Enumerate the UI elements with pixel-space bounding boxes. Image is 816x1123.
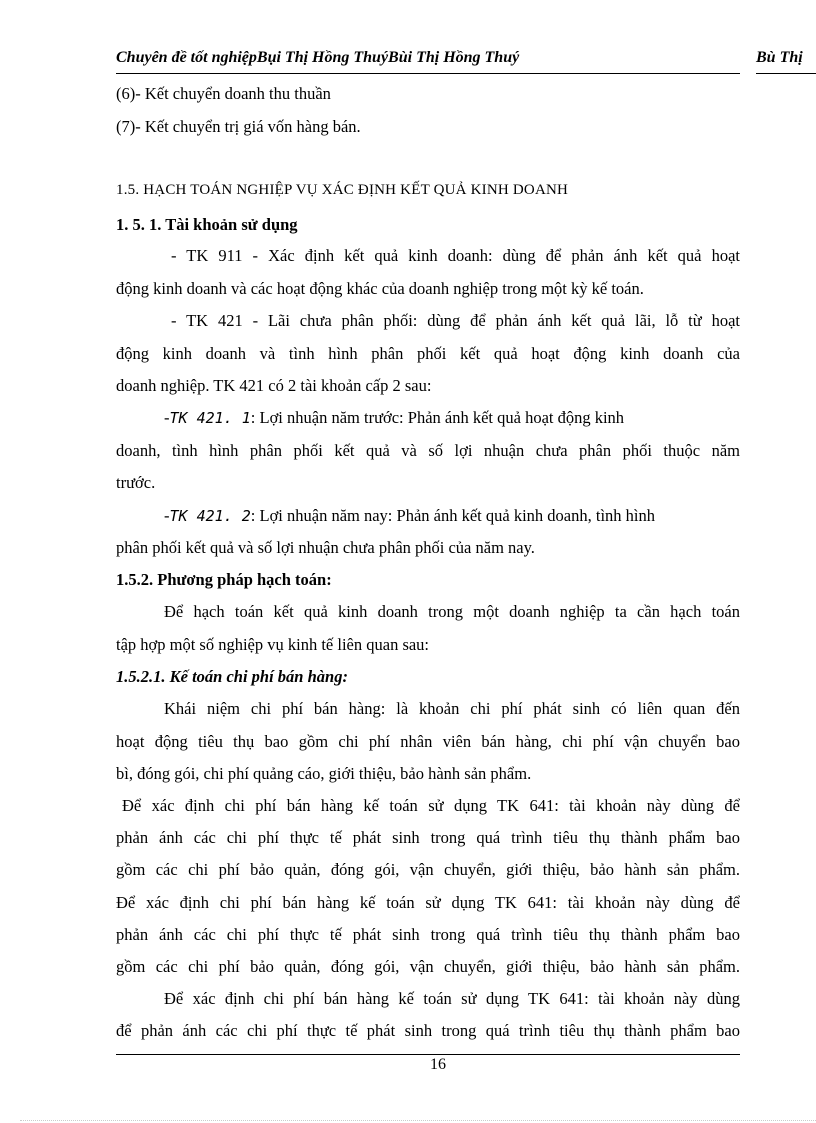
subsection-heading: 1.5.2. Phương pháp hạch toán: bbox=[116, 570, 332, 589]
paragraph-line: doanh, tình hình phân phối kết quả và số lợi nhuận chưa phân phối thuộc năm bbox=[116, 441, 740, 460]
paragraph-line: Để xác định chi phí bán hàng kế toán sử dụng TK 641: tài khoản này dùng để bbox=[122, 796, 740, 815]
paragraph-line: - TK 421 - Lãi chưa phân phối: dùng để phản ánh kết quả lãi, lỗ từ hoạt bbox=[171, 311, 740, 330]
page-edge-dotted-line bbox=[20, 1120, 816, 1121]
page-number: 16 bbox=[430, 1056, 446, 1073]
paragraph-line: động kinh doanh và các hoạt động khác của doanh nghiệp trong một kỳ kế toán. bbox=[116, 279, 644, 298]
paragraph-line: trước. bbox=[116, 473, 156, 492]
paragraph-line: phản ánh các chi phí thực tế phát sinh trong quá trình tiêu thụ thành phẩm bao bbox=[116, 925, 740, 944]
header-title: Chuyên đề tốt nghiệpBụi Thị Hồng ThuýBùi Thị Hồng Thuý bbox=[116, 49, 520, 66]
paragraph-line: phân phối kết quả và số lợi nhuận chưa phân phối của năm nay. bbox=[116, 538, 535, 557]
paragraph-line: gồm các chi phí bảo quản, đóng gói, vận chuyển, giới thiệu, bảo hành sản phẩm. bbox=[116, 957, 740, 976]
paragraph-line: doanh nghiệp. TK 421 có 2 tài khoản cấp 2 sau: bbox=[116, 376, 432, 395]
paragraph-line: hoạt động tiêu thụ bao gồm chi phí nhân viên bán hàng, chi phí vận chuyển bao bbox=[116, 732, 740, 751]
paragraph-line: gồm các chi phí bảo quản, đóng gói, vận chuyển, giới thiệu, bảo hành sản phẩm. bbox=[116, 860, 740, 879]
text-line: (7)- Kết chuyển trị giá vốn hàng bán. bbox=[116, 117, 361, 136]
header-rule bbox=[116, 73, 740, 74]
text-line: (6)- Kết chuyển doanh thu thuần bbox=[116, 84, 331, 103]
footer-rule bbox=[116, 1054, 740, 1055]
header-rule-right bbox=[756, 73, 816, 74]
page-header bbox=[116, 47, 816, 75]
paragraph-line: - TK 911 - Xác định kết quả kinh doanh: dùng để phản ánh kết quả hoạt bbox=[171, 246, 740, 265]
paragraph-line: Để hạch toán kết quả kinh doanh trong một doanh nghiệp ta cần hạch toán bbox=[164, 602, 740, 621]
account-desc: : Lợi nhuận năm nay: Phản ánh kết quả kinh doanh, tình hình bbox=[250, 506, 655, 525]
subsubsection-heading: 1.5.2.1. Kế toán chi phí bán hàng: bbox=[116, 667, 348, 686]
paragraph-line: Để xác định chi phí bán hàng kế toán sử dụng TK 641: tài khoản này dùng bbox=[164, 989, 740, 1008]
paragraph-line: động kinh doanh và tình hình phân phối kết quả hoạt động kinh doanh của bbox=[116, 344, 740, 363]
account-code: TK 421. 2 bbox=[169, 507, 251, 525]
header-author-truncated: Bù Thị bbox=[756, 49, 803, 66]
account-desc: : Lợi nhuận năm trước: Phản ánh kết quả hoạt động kinh bbox=[250, 408, 625, 427]
paragraph-line: bì, đóng gói, chi phí quảng cáo, giới thiệu, bảo hành sản phẩm. bbox=[116, 764, 532, 783]
account-code: TK 421. 1 bbox=[169, 409, 251, 427]
paragraph-line: -TK 421. 2: Lợi nhuận năm nay: Phản ánh kết quả kinh doanh, tình hình bbox=[164, 506, 655, 525]
section-heading: 1.5. HẠCH TOÁN NGHIỆP VỤ XÁC ĐỊNH KẾT QUẢ KINH DOANH bbox=[116, 182, 569, 198]
paragraph-line: để phản ánh các chi phí thực tế phát sinh trong quá trình tiêu thụ thành phẩm bao bbox=[116, 1021, 740, 1040]
subsection-heading: 1. 5. 1. Tài khoản sử dụng bbox=[116, 215, 298, 234]
paragraph-line: phản ánh các chi phí thực tế phát sinh trong quá trình tiêu thụ thành phẩm bao bbox=[116, 828, 740, 847]
paragraph-line: Để xác định chi phí bán hàng kế toán sử dụng TK 641: tài khoản này dùng để bbox=[116, 893, 740, 912]
paragraph-line: -TK 421. 1: Lợi nhuận năm trước: Phản ánh kết quả hoạt động kinh bbox=[164, 408, 625, 427]
paragraph-line: Khái niệm chi phí bán hàng: là khoản chi phí phát sinh có liên quan đến bbox=[164, 699, 740, 718]
paragraph-line: tập hợp một số nghiệp vụ kinh tế liên quan sau: bbox=[116, 635, 430, 654]
